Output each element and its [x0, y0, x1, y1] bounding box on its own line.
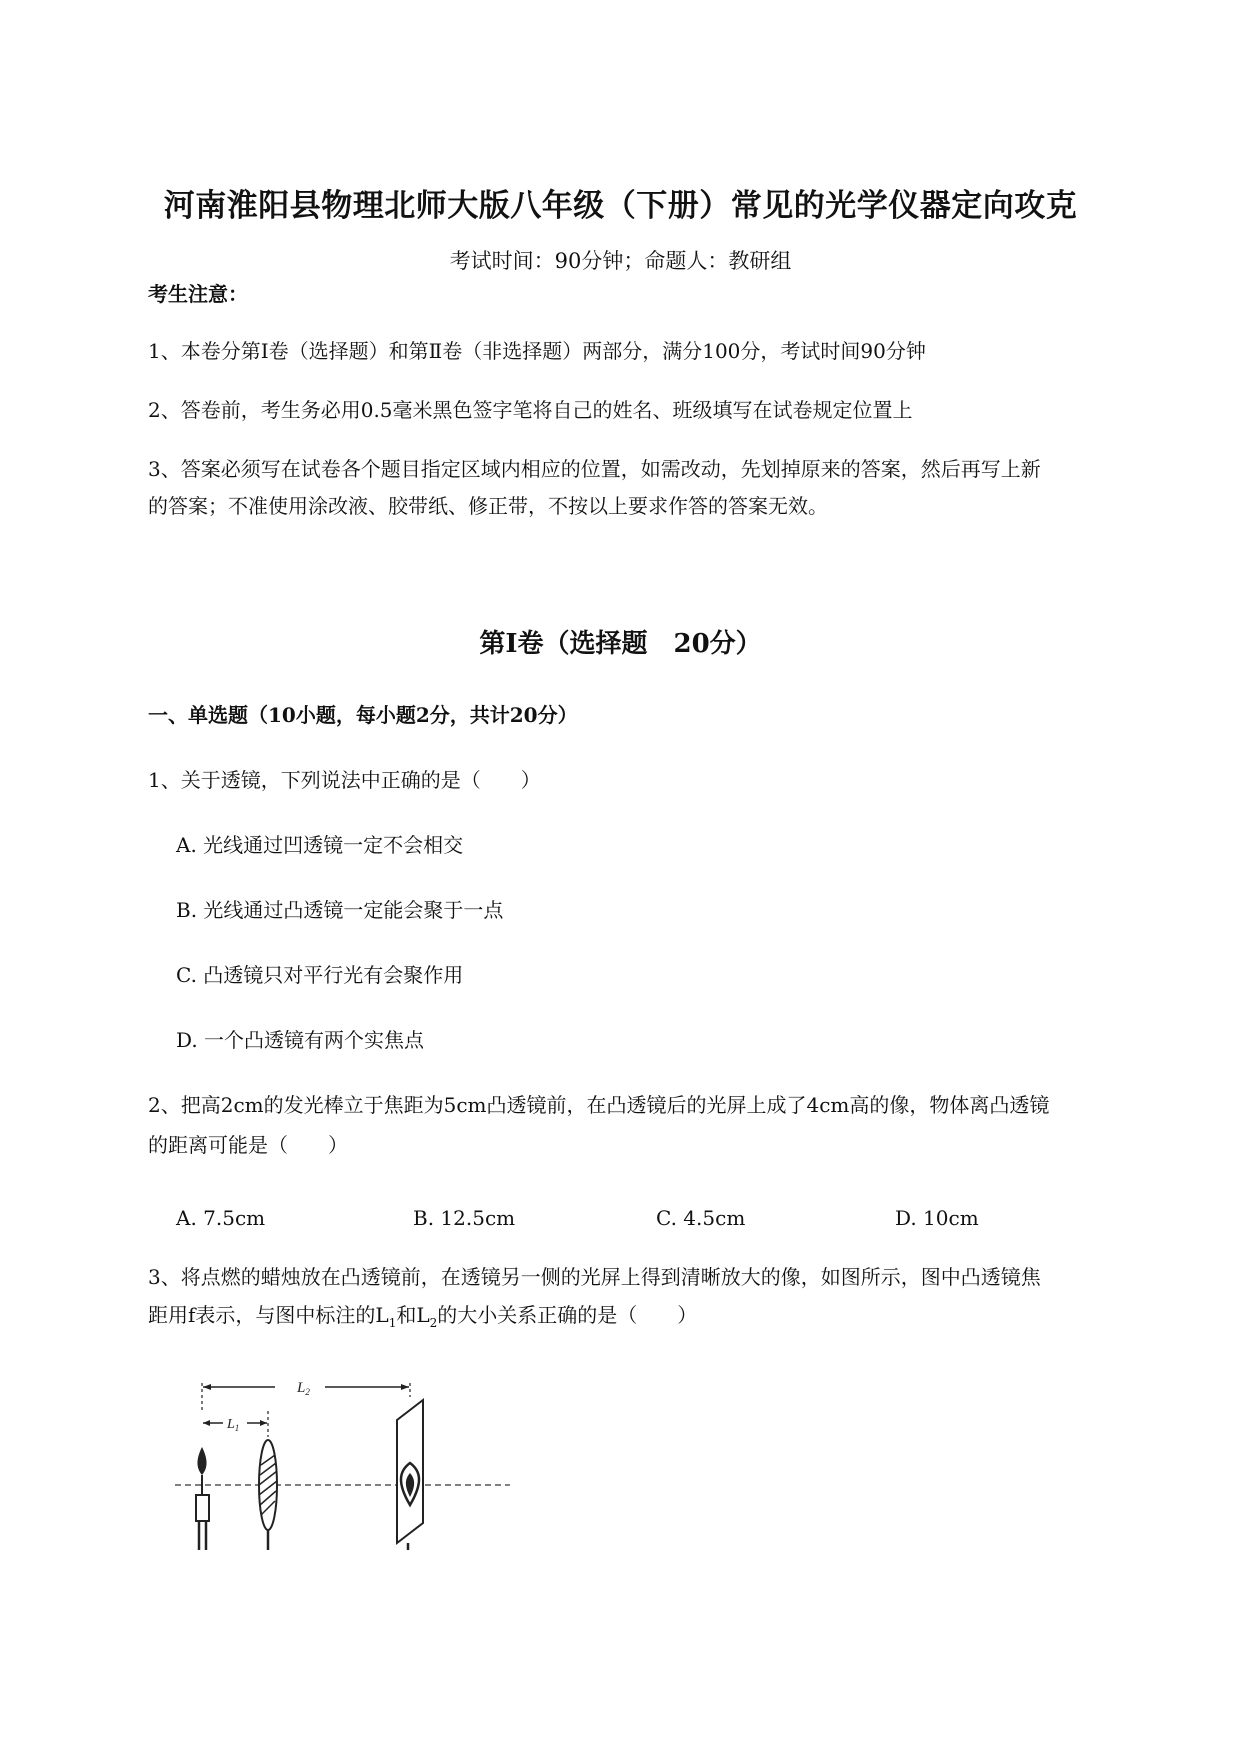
question-1-option-b: B. 光线通过凸透镜一定能会聚于一点 [176, 898, 504, 922]
question-2-option-b: B. 12.5cm [413, 1206, 516, 1230]
screen-icon [397, 1400, 423, 1550]
question-2-stem: 2、把高2cm的发光棒立于焦距为5cm凸透镜前，在凸透镜后的光屏上成了4cm高的像，物体离凸透镜 [148, 1093, 1050, 1117]
question-2-option-a: A. 7.5cm [176, 1206, 266, 1230]
l2-arrow-right [401, 1384, 409, 1390]
section-title: 第I卷（选择题 20分） [479, 629, 762, 659]
lens-experiment-figure [175, 1375, 510, 1550]
question-1-stem: 1、关于透镜，下列说法中正确的是（ ） [148, 768, 541, 792]
notice-heading: 考生注意： [148, 282, 248, 306]
l1-label: $L_1$ [227, 1417, 240, 1433]
exam-info: 考试时间：90分钟；命题人：教研组 [449, 249, 792, 273]
notice-item-2: 2、答卷前，考生务必用0.5毫米黑色签字笔将自己的姓名、班级填写在试卷规定位置上 [148, 398, 913, 422]
page-title: 河南淮阳县物理北师大版八年级（下册）常见的光学仪器定向攻克 [163, 188, 1078, 224]
question-3-stem-cont: 距用f表示，与图中标注的$L_1$和$L_2$的大小关系正确的是（ ） [148, 1303, 698, 1330]
question-2-option-c: C. 4.5cm [656, 1206, 746, 1230]
candle-icon [196, 1447, 209, 1550]
l2-arrow-left [203, 1384, 211, 1390]
question-1-option-c: C. 凸透镜只对平行光有会聚作用 [176, 963, 464, 987]
convex-lens-icon [259, 1440, 277, 1550]
l2-label: $L_2$ [297, 1380, 310, 1397]
question-1-option-d: D. 一个凸透镜有两个实焦点 [176, 1028, 425, 1052]
l1-arrow-right [260, 1420, 267, 1426]
notice-item-3: 3、答案必须写在试卷各个题目指定区域内相应的位置，如需改动，先划掉原来的答案，然后再写上新 [148, 457, 1041, 481]
question-3-stem: 3、将点燃的蜡烛放在凸透镜前，在透镜另一侧的光屏上得到清晰放大的像，如图所示，图中凸透镜焦 [148, 1265, 1041, 1289]
question-1-option-a: A. 光线通过凹透镜一定不会相交 [176, 833, 464, 857]
question-2-option-d: D. 10cm [895, 1206, 979, 1230]
notice-item-3-cont: 的答案；不准使用涂改液、胶带纸、修正带，不按以上要求作答的答案无效。 [148, 494, 828, 518]
part-heading: 一、单选题（10小题，每小题2分，共计20分） [148, 703, 578, 727]
notice-item-1: 1、本卷分第I卷（选择题）和第Ⅱ卷（非选择题）两部分，满分100分，考试时间90分钟 [148, 339, 926, 363]
question-2-stem-cont: 的距离可能是（ ） [148, 1133, 348, 1157]
l1-arrow-left [203, 1420, 210, 1426]
